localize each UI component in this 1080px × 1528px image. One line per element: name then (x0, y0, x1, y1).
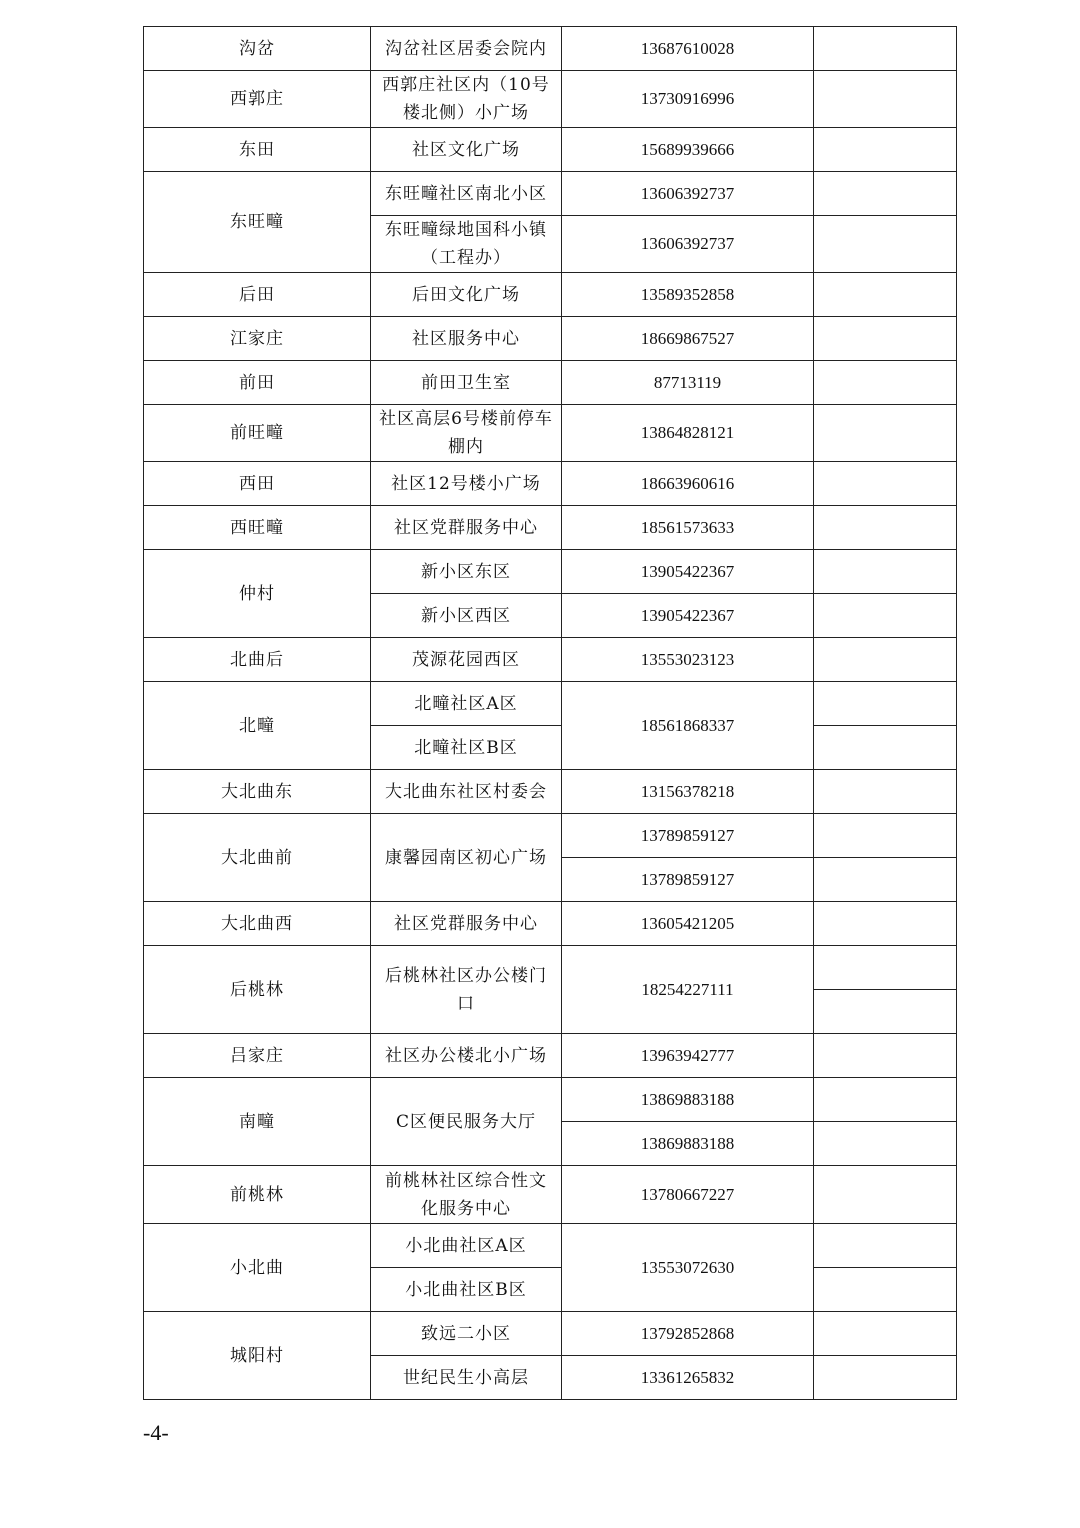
table-row (144, 946, 957, 990)
table-cell: 新小区西区 (371, 594, 562, 638)
table-row (144, 405, 957, 462)
table-cell: 13780667227 (562, 1166, 814, 1224)
table-row (144, 1224, 957, 1268)
table-cell: 致远二小区 (371, 1312, 562, 1356)
table-row (144, 1078, 957, 1122)
table-cell: 13156378218 (562, 770, 814, 814)
table-cell: 前田卫生室 (371, 361, 562, 405)
table-cell: 18254227111 (562, 946, 814, 1034)
table-row (144, 27, 957, 71)
table-cell (814, 946, 957, 990)
table-cell: 18669867527 (562, 317, 814, 361)
table-row (144, 682, 957, 726)
table-cell: 前桃林 (144, 1166, 371, 1224)
table-cell: 东旺疃绿地国科小镇（工程办） (371, 216, 562, 273)
table-cell (814, 1224, 957, 1268)
table-cell: 小北曲 (144, 1224, 371, 1312)
table-cell: 18561573633 (562, 506, 814, 550)
table-cell: 大北曲东社区村委会 (371, 770, 562, 814)
table-cell (814, 682, 957, 726)
table-cell: 小北曲社区B区 (371, 1268, 562, 1312)
table-cell (814, 216, 957, 273)
table-row (144, 273, 957, 317)
table-cell: 仲村 (144, 550, 371, 638)
table-cell: 吕家庄 (144, 1034, 371, 1078)
table-cell: 小北曲社区A区 (371, 1224, 562, 1268)
table-row (144, 638, 957, 682)
table-cell: 西田 (144, 462, 371, 506)
table-row (144, 1034, 957, 1078)
distribution-points-table (143, 26, 957, 1400)
table-cell (814, 317, 957, 361)
table-cell: 后田文化广场 (371, 273, 562, 317)
page-number: -4- (143, 1420, 169, 1445)
table-cell: 13606392737 (562, 172, 814, 216)
table-cell: 前田 (144, 361, 371, 405)
table-cell: 北曲后 (144, 638, 371, 682)
table-cell (814, 361, 957, 405)
table-cell: 社区办公楼北小广场 (371, 1034, 562, 1078)
table-cell (814, 128, 957, 172)
table-row (144, 317, 957, 361)
table-cell (814, 506, 957, 550)
table-cell: 13361265832 (562, 1356, 814, 1400)
table-cell: 江家庄 (144, 317, 371, 361)
table-cell: 东旺疃社区南北小区 (371, 172, 562, 216)
table-row (144, 814, 957, 858)
table-cell: 13869883188 (562, 1122, 814, 1166)
table-row (144, 1166, 957, 1224)
table-cell: C区便民服务大厅 (371, 1078, 562, 1166)
table-row (144, 172, 957, 216)
table-cell: 13589352858 (562, 273, 814, 317)
table-cell: 13789859127 (562, 858, 814, 902)
table-cell: 茂源花园西区 (371, 638, 562, 682)
table-cell: 社区党群服务中心 (371, 506, 562, 550)
table-cell: 13605421205 (562, 902, 814, 946)
table-cell (814, 726, 957, 770)
table-cell: 87713119 (562, 361, 814, 405)
table-cell: 后桃林社区办公楼门口 (371, 946, 562, 1034)
table-row (144, 506, 957, 550)
table-cell: 大北曲东 (144, 770, 371, 814)
table-cell: 13789859127 (562, 814, 814, 858)
table-cell (814, 1312, 957, 1356)
table-cell (814, 858, 957, 902)
table-cell: 东田 (144, 128, 371, 172)
table-cell: 13553072630 (562, 1224, 814, 1312)
table-body (144, 27, 957, 1400)
table-cell: 13730916996 (562, 71, 814, 128)
table-row (144, 902, 957, 946)
table-cell: 世纪民生小高层 (371, 1356, 562, 1400)
table-cell: 北疃 (144, 682, 371, 770)
table-cell (814, 172, 957, 216)
table-cell: 13792852868 (562, 1312, 814, 1356)
table-cell (814, 550, 957, 594)
table-cell: 13864828121 (562, 405, 814, 462)
table-cell: 东旺疃 (144, 172, 371, 273)
table-cell: 13963942777 (562, 1034, 814, 1078)
table-cell: 北疃社区B区 (371, 726, 562, 770)
table-cell: 13905422367 (562, 594, 814, 638)
table-cell: 西郭庄社区内（10号楼北侧）小广场 (371, 71, 562, 128)
table-cell: 社区12号楼小广场 (371, 462, 562, 506)
table-cell (814, 1078, 957, 1122)
table-cell (814, 1166, 957, 1224)
table-cell: 沟岔社区居委会院内 (371, 27, 562, 71)
table-row (144, 770, 957, 814)
table-cell: 13869883188 (562, 1078, 814, 1122)
table-cell: 前桃林社区综合性文化服务中心 (371, 1166, 562, 1224)
table-cell: 社区高层6号楼前停车棚内 (371, 405, 562, 462)
table-cell (814, 770, 957, 814)
table-cell: 大北曲西 (144, 902, 371, 946)
table-cell (814, 1034, 957, 1078)
table-cell: 后田 (144, 273, 371, 317)
table-cell: 18561868337 (562, 682, 814, 770)
table-cell (814, 273, 957, 317)
table-row (144, 361, 957, 405)
table-cell: 后桃林 (144, 946, 371, 1034)
table-row (144, 128, 957, 172)
table-cell: 西旺疃 (144, 506, 371, 550)
table-cell: 社区文化广场 (371, 128, 562, 172)
table-cell: 新小区东区 (371, 550, 562, 594)
table-cell (814, 27, 957, 71)
table-cell: 13553023123 (562, 638, 814, 682)
table-cell (814, 814, 957, 858)
table-cell (814, 405, 957, 462)
table-cell: 13606392737 (562, 216, 814, 273)
table-cell: 前旺疃 (144, 405, 371, 462)
table-cell (814, 902, 957, 946)
table-cell: 西郭庄 (144, 71, 371, 128)
table-cell (814, 990, 957, 1034)
table-cell: 15689939666 (562, 128, 814, 172)
table-cell (814, 462, 957, 506)
table-cell: 南疃 (144, 1078, 371, 1166)
table-cell: 大北曲前 (144, 814, 371, 902)
table-cell: 18663960616 (562, 462, 814, 506)
table-cell: 13687610028 (562, 27, 814, 71)
table-cell: 社区服务中心 (371, 317, 562, 361)
table-row (144, 462, 957, 506)
table-cell: 13905422367 (562, 550, 814, 594)
table-row (144, 71, 957, 128)
table-cell (814, 594, 957, 638)
table-cell: 北疃社区A区 (371, 682, 562, 726)
table-row (144, 550, 957, 594)
table-cell (814, 1122, 957, 1166)
table-cell (814, 1356, 957, 1400)
table-cell: 社区党群服务中心 (371, 902, 562, 946)
table-cell (814, 71, 957, 128)
table-cell: 康馨园南区初心广场 (371, 814, 562, 902)
table-row (144, 1312, 957, 1356)
table-cell: 沟岔 (144, 27, 371, 71)
table-cell: 城阳村 (144, 1312, 371, 1400)
table-cell (814, 638, 957, 682)
table-cell (814, 1268, 957, 1312)
